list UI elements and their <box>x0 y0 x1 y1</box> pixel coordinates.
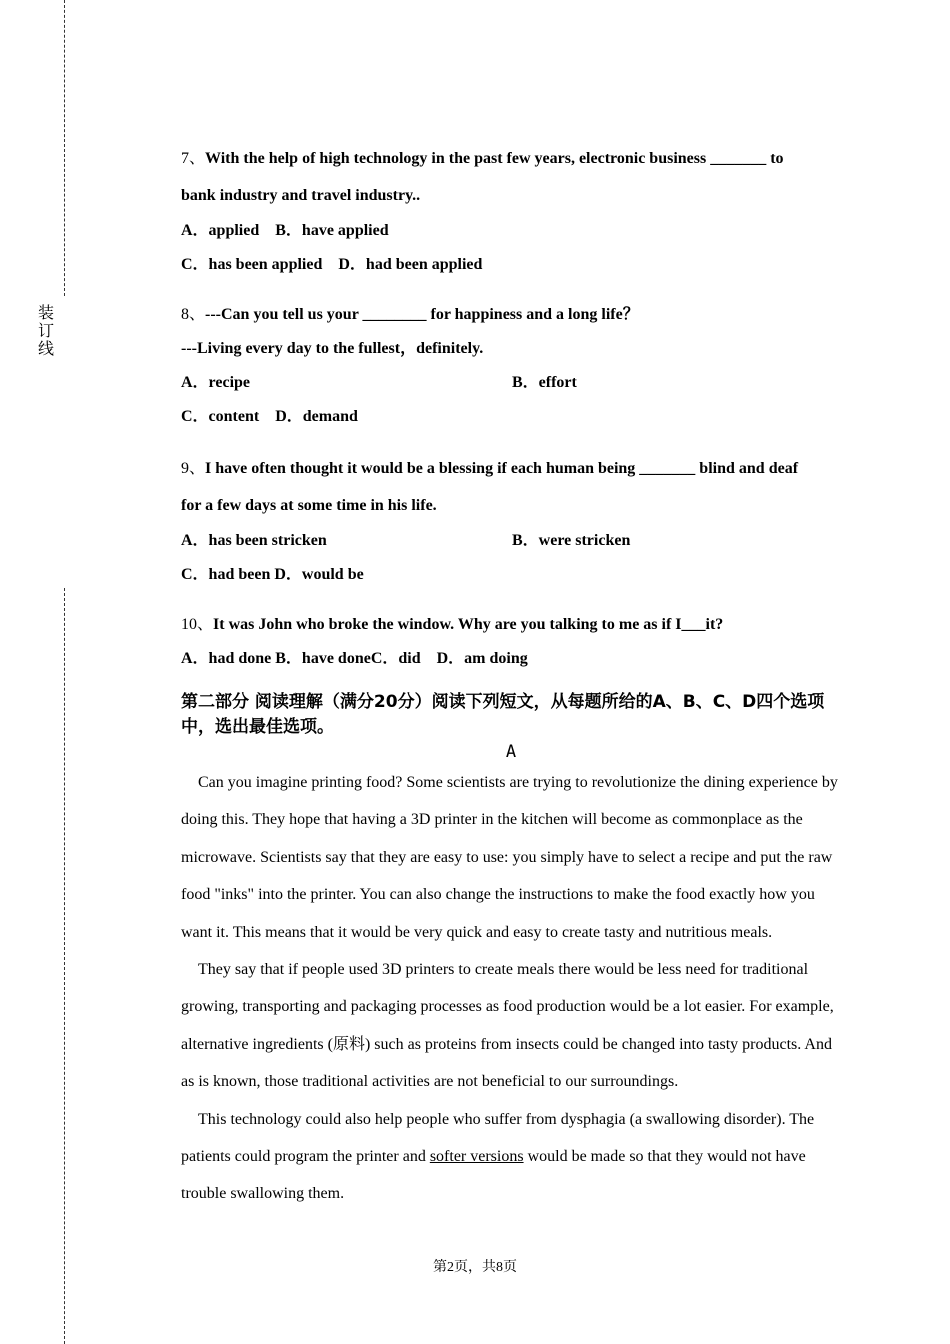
question-text: I have often thought it would be a blessing if each human being _______ blind and deaf <box>205 460 799 477</box>
paragraph-3-text-after: would be made so that they would not have trouble swallowing them. <box>181 1148 806 1203</box>
question-9-options-ab <box>181 524 841 558</box>
passage-paragraph-1: Can you imagine printing food? Some scientists are trying to revolutionize the dining experience by doing this. They hope that having a 3D printer in the kitchen will become as commonplace as the microwave. Scientists say that they are easy to use: you simply have to select a recipe and put the raw food "inks" into the printer. You can also change the instructions to make the food exactly how you want it. This means that it would be very quick and easy to create tasty and nutritious meals. <box>181 774 838 941</box>
question-10-options: A．had done B．have doneC．did D．am doing <box>181 650 528 667</box>
question-7-line-1 <box>181 140 841 177</box>
option-b: B．effort <box>512 374 577 391</box>
question-10-line-1 <box>181 608 841 642</box>
binding-label: 装订线 <box>38 305 55 358</box>
underlined-phrase: softer versions <box>429 1148 524 1166</box>
binding-line-top <box>64 0 65 296</box>
option-b: B．were stricken <box>512 532 631 549</box>
question-text: ---Can you tell us your ________ for happiness and a long life？ <box>205 306 639 323</box>
question-7-options-cd: C．has been applied D．had been applied <box>181 256 483 273</box>
question-8 <box>181 298 841 434</box>
option-a: A．recipe <box>181 374 251 391</box>
question-9-line-1 <box>181 450 841 487</box>
question-number: 10、 <box>181 616 214 633</box>
question-8-line-1 <box>181 298 841 332</box>
question-9 <box>181 450 841 592</box>
question-7 <box>181 140 841 282</box>
question-number: 9、 <box>181 460 206 477</box>
question-8-options-ab <box>181 366 841 400</box>
page-content <box>181 140 841 1213</box>
question-9-line-2: for a few days at some time in his life. <box>181 497 437 514</box>
section-heading: 第二部分 阅读理解（满分20分）阅读下列短文，从每题所给的A、B、C、D四个选项中，选出最佳选项。 <box>181 692 825 737</box>
question-number: 8、 <box>181 306 206 323</box>
question-9-options-cd: C．had been D．would be <box>181 566 364 583</box>
passage-title: A <box>505 742 517 762</box>
option-a: A．has been stricken <box>181 532 327 549</box>
passage-paragraph-2: They say that if people used 3D printers to create meals there would be less need for traditional growing, transporting and packaging processes as food production would be a lot easier. For example, alternative ingredients (原料) such as proteins from insects could be changed into tasty products. And as is known, those traditional activities are not beneficial to our surroundings. <box>181 961 834 1091</box>
paragraph-3-text-before: This technology could also help people who suffer from dysphagia (a swallowing disorder). The patients could program the printer and <box>181 1110 815 1166</box>
question-10 <box>181 608 841 676</box>
binding-line-bottom <box>64 588 65 1344</box>
question-8-options-cd: C．content D．demand <box>181 408 358 425</box>
question-text: With the help of high technology in the past few years, electronic business _______ to <box>205 150 784 167</box>
passage-paragraph-3 <box>181 1101 841 1213</box>
question-8-line-2: ---Living every day to the fullest，definitely. <box>181 340 484 357</box>
question-text: It was John who broke the window. Why are you talking to me as if I___it? <box>213 616 724 633</box>
question-7-line-2: bank industry and travel industry.. <box>181 187 421 204</box>
question-number: 7、 <box>181 150 206 167</box>
page-footer: 第2页，共8页 <box>433 1260 517 1275</box>
question-7-options-ab: A．applied B．have applied <box>181 222 389 239</box>
